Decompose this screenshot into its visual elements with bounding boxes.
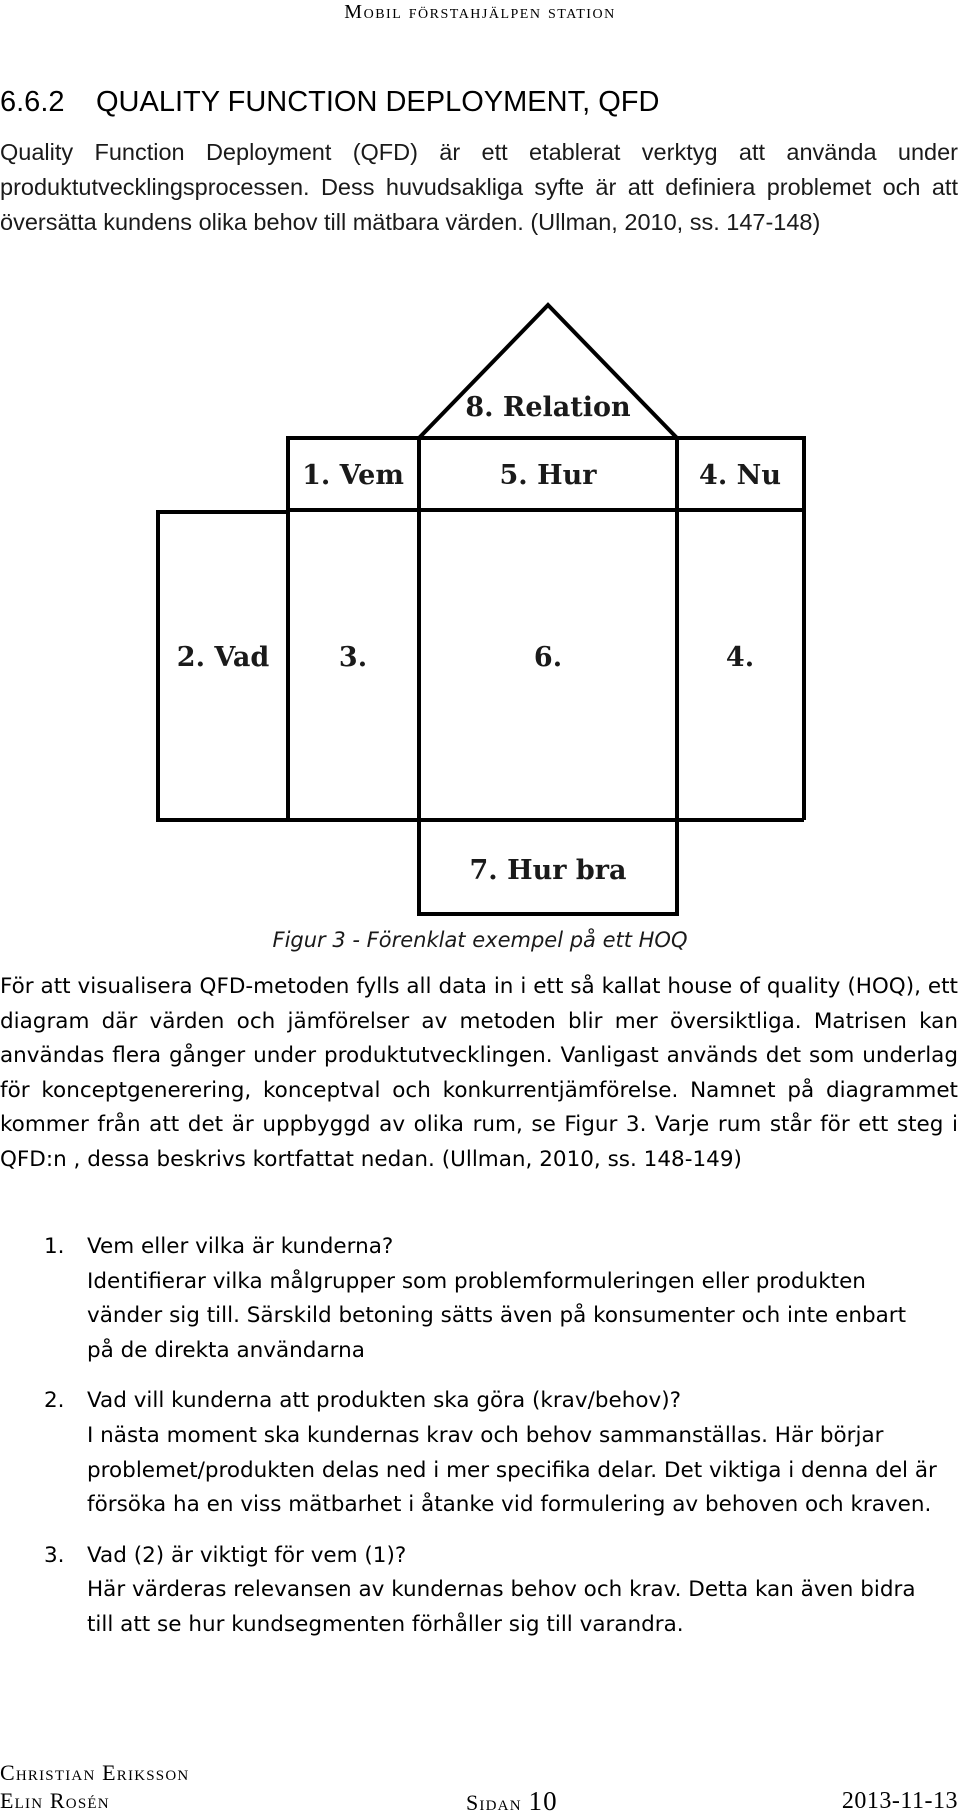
list-item-description: Här värderas relevansen av kundernas behov och krav. Detta kan även bidra till att se hur kundsegmenten förhåller sig till varandra. <box>87 1577 916 1637</box>
footer-page-label <box>466 1788 558 1816</box>
label-vad: 2. Vad <box>176 642 270 673</box>
list-item <box>0 1539 958 1643</box>
list-item-description: I nästa moment ska kundernas krav och behov sammanställas. Här börjar problemet/produkten delas ned i mer specifika delar. Det viktiga i denna del är försöka ha en viss mätbarhet i åtanke vid formulering av behoven och kraven. <box>87 1422 937 1518</box>
figure-caption: Figur 3 - Förenklat exempel på ett HOQ <box>272 928 688 952</box>
hoq-diagram <box>150 300 810 930</box>
list-item-question: Vem eller vilka är kunderna? <box>87 1234 394 1259</box>
house-of-quality-figure <box>150 300 810 930</box>
list-item-index: 2. <box>44 1388 65 1414</box>
label-six: 6. <box>533 642 563 673</box>
intro-paragraph: Quality Function Deployment (QFD) är ett etablerat verktyg att använda under produktutvecklingsprocessen. Dess huvudsakliga syfte är att definiera problemet och att översätta kundens olika behov till mätbara värden. (Ullman, 2010, ss. 147-148) <box>0 139 958 235</box>
section-number: 6.6.2 <box>0 86 65 118</box>
label-four: 4. <box>725 642 755 673</box>
label-hur: 5. Hur <box>499 460 597 491</box>
list-item-index: 1. <box>44 1234 65 1259</box>
section-heading <box>0 82 958 122</box>
list-item-text <box>87 1230 958 1368</box>
section-title: QUALITY FUNCTION DEPLOYMENT, QFD <box>96 86 660 118</box>
main-content <box>0 82 960 240</box>
label-vem: 1. Vem <box>302 460 404 491</box>
footer-page-number: 10 <box>528 1786 558 1816</box>
footer-author-1: Christian Eriksson <box>0 1760 190 1785</box>
qfd-steps-list <box>0 1230 958 1659</box>
list-item-description: Identifierar vilka målgrupper som problemformuleringen eller produkten vänder sig till. Särskild betoning sätts även på konsumenter och inte enbart på de direkta användarna <box>87 1268 907 1363</box>
footer-date: 2013-11-13 <box>841 1788 958 1814</box>
list-item-text <box>87 1384 958 1522</box>
label-hur-bra: 7. Hur bra <box>469 855 627 886</box>
body-paragraph: För att visualisera QFD-metoden fylls all data in i ett så kallat house of quality (HOQ), ett diagram där värden och jämförelser av metoden blir mer översiktliga. Matrisen kan användas flera gånger under produktutvecklingen. Vanligast används det som underlag för konceptgenerering, konceptval och konkurrentjämförelse. Namnet på diagrammet kommer från att det är uppbyggd av olika rum, se Figur 3. Varje rum står för ett steg i QFD:n , dessa beskrivs kortfattat nedan. (Ullman, 2010, ss. 148-149) <box>0 974 958 1172</box>
list-item-question: Vad (2) är viktigt för vem (1)? <box>87 1542 407 1568</box>
list-item-index: 3. <box>44 1542 65 1568</box>
list-item-text <box>87 1539 958 1643</box>
footer-page-word: Sidan <box>466 1790 522 1815</box>
list-item <box>0 1230 958 1368</box>
label-nu: 4. Nu <box>699 460 781 491</box>
list-item-question: Vad vill kunderna att produkten ska göra (krav/behov)? <box>87 1388 682 1414</box>
label-three: 3. <box>338 642 368 673</box>
label-relation: 8. Relation <box>465 392 631 423</box>
footer-author-2: Elin Rosén <box>0 1788 110 1813</box>
list-item <box>0 1384 958 1522</box>
running-header: Mobil förstahjälpen station <box>344 1 616 23</box>
